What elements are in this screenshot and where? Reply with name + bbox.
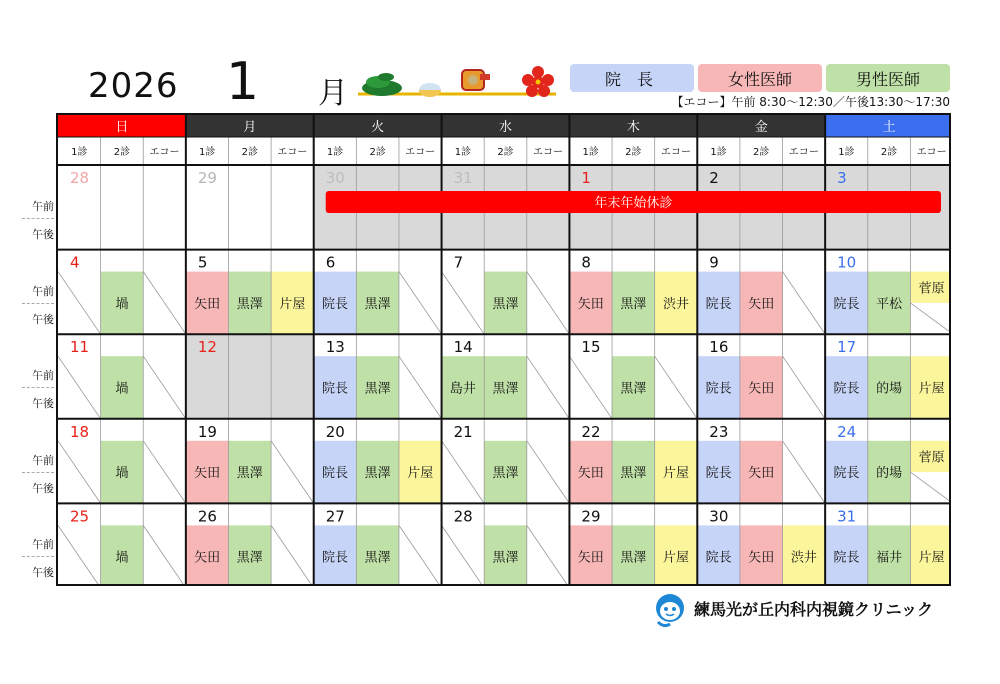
doctor-name: 片屋 bbox=[407, 466, 434, 482]
empty-slot-diagonal bbox=[399, 272, 442, 335]
doctor-name: 矢田 bbox=[577, 466, 604, 482]
weekday-label-5: 金 bbox=[754, 120, 768, 135]
empty-slot-diagonal bbox=[442, 441, 485, 504]
empty-slot-diagonal bbox=[271, 525, 314, 586]
date-number: 25 bbox=[70, 507, 90, 526]
doctor-name: 院長 bbox=[705, 466, 732, 482]
legend-female-doctor: 女性医師 bbox=[698, 64, 822, 92]
date-number: 9 bbox=[709, 253, 719, 272]
month-suffix: 月 bbox=[318, 76, 348, 111]
subheader-label: 1診 bbox=[838, 147, 855, 158]
am-label: 午前 bbox=[32, 200, 54, 213]
doctor-name: 堝 bbox=[115, 381, 129, 397]
legend-male-doctor: 男性医師 bbox=[826, 64, 950, 92]
doctor-name: 黒澤 bbox=[364, 381, 391, 397]
date-number: 28 bbox=[70, 169, 90, 187]
calendar-grid bbox=[56, 113, 951, 586]
weekday-label-2: 火 bbox=[371, 120, 385, 135]
doctor-name: 院長 bbox=[322, 296, 349, 312]
empty-slot-diagonal bbox=[783, 272, 826, 335]
weekday-label-3: 水 bbox=[498, 120, 513, 135]
empty-slot-diagonal bbox=[399, 356, 442, 419]
doctor-name: 院長 bbox=[322, 466, 349, 482]
subheader-label: 1診 bbox=[582, 147, 599, 158]
session-divider bbox=[22, 303, 54, 304]
date-number: 24 bbox=[837, 422, 857, 441]
plum-blossom-icon bbox=[522, 66, 554, 97]
date-number: 3 bbox=[837, 169, 847, 187]
doctor-name: 黒澤 bbox=[236, 550, 263, 566]
weekday-label-1: 月 bbox=[243, 120, 257, 135]
date-number: 30 bbox=[325, 169, 345, 187]
doctor-name: 院長 bbox=[705, 550, 732, 566]
empty-slot-diagonal bbox=[783, 441, 826, 504]
doctor-name: 平松 bbox=[876, 296, 903, 312]
doctor-name: 院長 bbox=[833, 296, 860, 312]
pm-label: 午後 bbox=[32, 228, 54, 241]
pm-label: 午後 bbox=[32, 397, 54, 411]
doctor-name: 黒澤 bbox=[620, 466, 647, 482]
doctor-name: 院長 bbox=[705, 381, 732, 397]
pm-label: 午後 bbox=[32, 481, 54, 495]
kagami-mochi-icon bbox=[419, 83, 441, 97]
empty-slot-diagonal bbox=[527, 272, 570, 335]
date-number: 17 bbox=[837, 338, 857, 357]
date-number: 8 bbox=[581, 253, 591, 272]
empty-slot-diagonal bbox=[58, 356, 101, 419]
weekday-label-6: 土 bbox=[882, 120, 896, 135]
weekday-label-0: 日 bbox=[115, 120, 129, 135]
date-number: 16 bbox=[709, 338, 729, 357]
date-number: 15 bbox=[581, 338, 601, 357]
doctor-name: 菅原 bbox=[918, 281, 945, 297]
date-number: 29 bbox=[197, 169, 217, 187]
doctor-name: 的場 bbox=[876, 381, 903, 397]
subheader-label: 1診 bbox=[326, 147, 344, 158]
doctor-name: 島井 bbox=[449, 381, 476, 397]
subheader-label: 2診 bbox=[625, 147, 642, 158]
date-number: 31 bbox=[837, 507, 857, 526]
subheader-label: エコー bbox=[149, 147, 180, 158]
date-number: 11 bbox=[70, 338, 90, 357]
legend-director: 院長 bbox=[570, 64, 694, 92]
doctor-name: 黒澤 bbox=[364, 296, 391, 312]
doctor-name: 黒澤 bbox=[492, 466, 519, 482]
doctor-name: 堝 bbox=[115, 296, 129, 312]
empty-slot-diagonal bbox=[442, 525, 485, 586]
subheader-label: 1診 bbox=[710, 147, 727, 158]
date-number: 4 bbox=[70, 253, 80, 272]
date-number: 21 bbox=[453, 422, 473, 441]
empty-slot-diagonal bbox=[442, 272, 485, 335]
subheader-label: 2診 bbox=[113, 147, 131, 158]
empty-slot-diagonal bbox=[655, 356, 698, 419]
doctor-name: 矢田 bbox=[748, 466, 775, 482]
holiday-banner-label: 年末年始休診 bbox=[594, 196, 673, 211]
clinic-footer bbox=[650, 588, 960, 632]
subheader-label: 1診 bbox=[198, 147, 216, 158]
doctor-name: 片屋 bbox=[918, 550, 945, 566]
date-number: 19 bbox=[197, 422, 217, 441]
empty-slot-diagonal bbox=[527, 356, 570, 419]
doctor-name: 黒澤 bbox=[492, 550, 519, 566]
doctor-name: 黒澤 bbox=[620, 296, 647, 312]
subheader-label: エコー bbox=[660, 147, 691, 158]
date-number: 12 bbox=[197, 338, 217, 357]
doctor-name: 渋井 bbox=[790, 550, 817, 566]
date-number: 28 bbox=[453, 507, 473, 526]
date-number: 27 bbox=[325, 507, 345, 526]
doctor-name: 院長 bbox=[322, 550, 349, 566]
echo-hours: 【エコー】午前 8:30〜12:30／午後13:30〜17:30 bbox=[671, 95, 950, 109]
am-label: 午前 bbox=[32, 453, 54, 467]
subheader-label: エコー bbox=[405, 147, 436, 158]
subheader-label: エコー bbox=[788, 147, 819, 158]
am-label: 午前 bbox=[32, 538, 54, 552]
doctor-name: 矢田 bbox=[748, 296, 775, 312]
doctor-name: 院長 bbox=[322, 381, 349, 397]
empty-slot-diagonal bbox=[143, 356, 186, 419]
drum-icon bbox=[462, 70, 490, 90]
doctor-name: 矢田 bbox=[748, 381, 775, 397]
empty-slot-diagonal bbox=[143, 441, 186, 504]
doctor-name: 黒澤 bbox=[236, 296, 263, 312]
subheader-label: 1診 bbox=[71, 147, 88, 158]
empty-slot-diagonal bbox=[910, 303, 951, 334]
doctor-name: 矢田 bbox=[577, 550, 604, 566]
empty-slot-diagonal bbox=[569, 356, 612, 419]
doctor-name: 院長 bbox=[833, 550, 860, 566]
date-number: 26 bbox=[197, 507, 217, 526]
subheader-label: 2診 bbox=[753, 147, 770, 158]
doctor-name: 渋井 bbox=[662, 296, 689, 312]
subheader-label: 2診 bbox=[880, 147, 898, 158]
year-label: 2026 bbox=[88, 66, 179, 106]
doctor-name: 片屋 bbox=[918, 381, 945, 397]
date-number: 13 bbox=[325, 338, 345, 357]
pm-label: 午後 bbox=[32, 566, 54, 580]
date-number: 14 bbox=[453, 338, 473, 357]
session-divider bbox=[22, 387, 54, 388]
new-year-decoration-icon bbox=[356, 64, 562, 104]
am-label: 午前 bbox=[32, 369, 54, 383]
date-number: 7 bbox=[453, 253, 464, 272]
clinic-name: 練馬光が丘内科内視鏡クリニック bbox=[694, 600, 934, 619]
date-number: 5 bbox=[197, 253, 208, 272]
date-number: 31 bbox=[453, 169, 473, 187]
am-label: 午前 bbox=[32, 284, 54, 298]
date-number: 10 bbox=[837, 253, 857, 272]
doctor-name: 黒澤 bbox=[492, 381, 519, 397]
empty-slot-diagonal bbox=[527, 525, 570, 586]
date-number: 6 bbox=[325, 253, 336, 272]
subheader-label: 2診 bbox=[497, 147, 514, 158]
doctor-name: 堝 bbox=[115, 550, 129, 566]
session-divider bbox=[22, 556, 54, 557]
doctor-name: 菅原 bbox=[918, 450, 945, 466]
doctor-name: 堝 bbox=[115, 466, 129, 482]
session-divider bbox=[22, 218, 54, 219]
empty-slot-diagonal bbox=[910, 472, 951, 503]
session-divider bbox=[22, 472, 54, 473]
weekday-label-4: 木 bbox=[626, 120, 640, 135]
doctor-name: 黒澤 bbox=[620, 381, 647, 397]
doctor-name: 院長 bbox=[833, 466, 860, 482]
subheader-label: 2診 bbox=[369, 147, 386, 158]
empty-slot-diagonal bbox=[143, 525, 186, 586]
subheader-label: エコー bbox=[277, 147, 308, 158]
subheader-label: エコー bbox=[533, 147, 564, 158]
doctor-name: 黒澤 bbox=[364, 466, 391, 482]
doctor-name: 片屋 bbox=[662, 550, 689, 566]
empty-slot-diagonal bbox=[58, 441, 101, 504]
subheader-label: 1診 bbox=[454, 147, 472, 158]
doctor-name: 的場 bbox=[876, 466, 903, 482]
doctor-name: 矢田 bbox=[748, 550, 775, 566]
empty-slot-diagonal bbox=[143, 272, 186, 335]
doctor-name: 福井 bbox=[876, 550, 903, 566]
doctor-name: 矢田 bbox=[194, 466, 221, 482]
empty-slot-diagonal bbox=[58, 272, 101, 335]
date-number: 22 bbox=[581, 422, 601, 441]
doctor-name: 黒澤 bbox=[620, 550, 647, 566]
date-number: 29 bbox=[581, 507, 601, 526]
empty-slot-diagonal bbox=[527, 441, 570, 504]
doctor-name: 院長 bbox=[705, 296, 732, 312]
empty-slot-diagonal bbox=[58, 525, 101, 586]
empty-slot-diagonal bbox=[783, 356, 826, 419]
date-number: 23 bbox=[709, 422, 729, 441]
empty-slot-diagonal bbox=[399, 525, 442, 586]
doctor-name: 矢田 bbox=[577, 296, 604, 312]
doctor-name: 矢田 bbox=[194, 296, 221, 312]
month-number: 1 bbox=[226, 52, 260, 112]
pm-label: 午後 bbox=[32, 312, 54, 326]
calendar-header bbox=[0, 0, 1000, 112]
doctor-name: 黒澤 bbox=[364, 550, 391, 566]
doctor-name: 院長 bbox=[833, 381, 860, 397]
date-number: 20 bbox=[325, 422, 345, 441]
doctor-name: 黒澤 bbox=[236, 466, 263, 482]
subheader-label: 2診 bbox=[241, 147, 258, 158]
doctor-name: 片屋 bbox=[279, 296, 306, 312]
date-number: 1 bbox=[581, 169, 591, 187]
doctor-name: 片屋 bbox=[662, 466, 689, 482]
date-number: 18 bbox=[70, 422, 90, 441]
empty-slot-diagonal bbox=[271, 441, 314, 504]
date-number: 2 bbox=[709, 169, 719, 187]
date-number: 30 bbox=[709, 507, 729, 526]
doctor-name: 黒澤 bbox=[492, 296, 519, 312]
subheader-label: エコー bbox=[916, 147, 947, 158]
doctor-name: 矢田 bbox=[194, 550, 221, 566]
mascot-face-icon bbox=[650, 590, 690, 630]
pine-icon bbox=[362, 73, 402, 96]
